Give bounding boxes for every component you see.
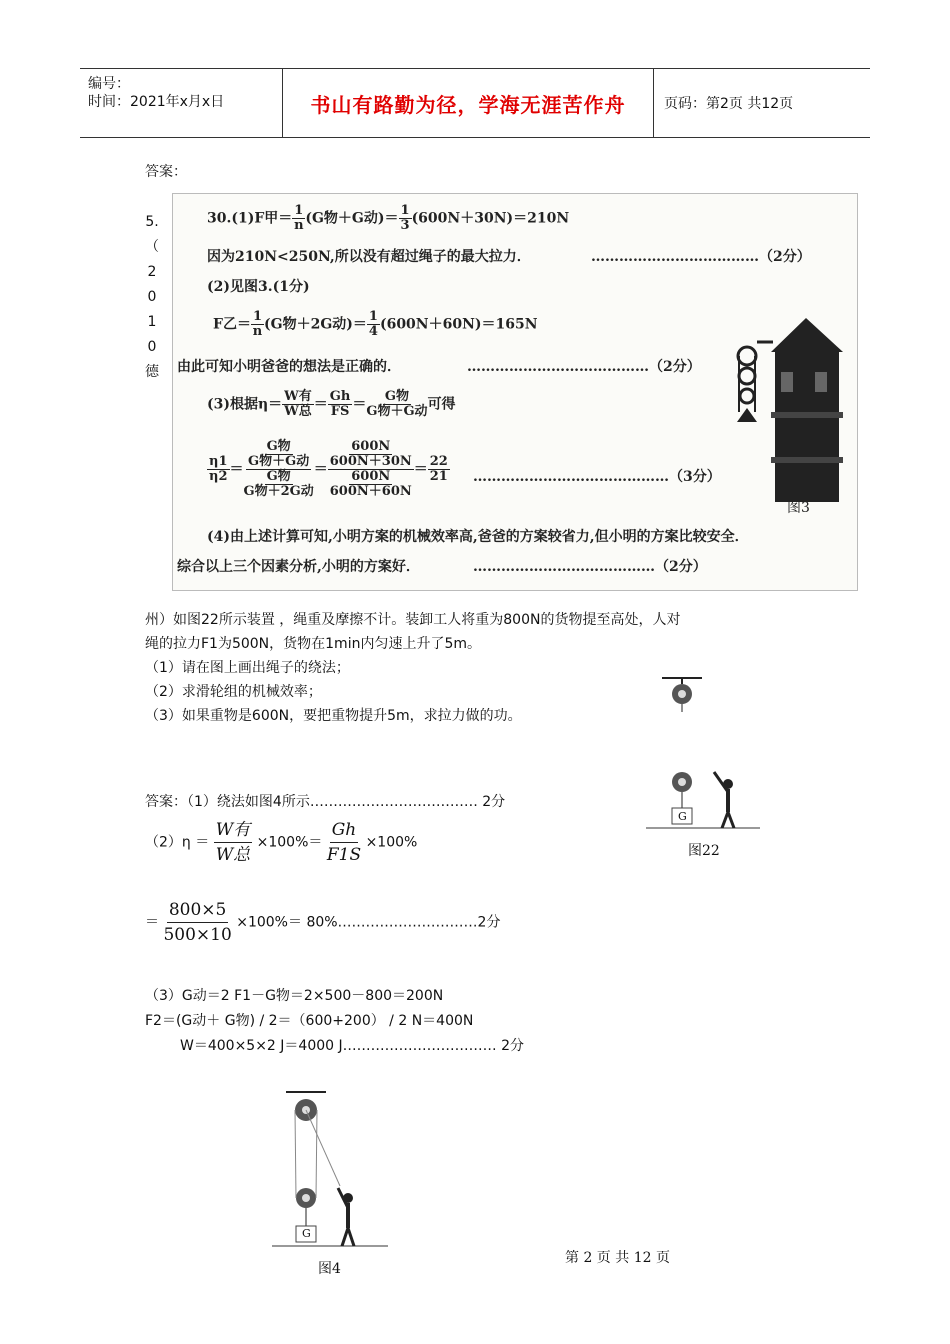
fraction [327, 818, 361, 867]
scan-line-8: (4)由上述计算可知,小明方案的机械效率高,爸爸的方案较省力,但小明的方案比较安全． [207, 529, 749, 545]
text: (3)根据η＝ [207, 396, 283, 413]
text: ×100% [365, 834, 418, 851]
numerator: G物 [384, 389, 409, 404]
problem-line-2: 绳的拉力F1为500N，货物在1min内匀速上升了5m。 [145, 636, 482, 652]
denominator: 500×10 [163, 925, 232, 945]
numerator: 1 [400, 203, 410, 218]
figure-4-pulley [270, 1086, 400, 1256]
fraction [292, 204, 305, 233]
vertical-char: 0 [147, 289, 157, 305]
scan-score: …………………………………（2分） [473, 559, 707, 575]
numerator: W有 [214, 818, 252, 843]
denominator: F1S [326, 845, 362, 865]
numerator: 600N [351, 439, 391, 454]
question-3: （3）如果重物是600N，要把重物提升5m，求拉力做的功。 [145, 708, 522, 724]
numerator: 1 [294, 203, 304, 218]
text: 30.(1)F甲＝ [207, 210, 293, 227]
answer-label: 答案： [145, 164, 187, 180]
numerator: G物 [266, 469, 291, 484]
header-page-cell [654, 69, 870, 137]
header-motto-cell [283, 69, 654, 137]
text: (600N＋60N)＝165N [379, 316, 538, 333]
denominator: 600N＋60N [329, 484, 412, 499]
denominator: G物＋G动 [248, 454, 310, 469]
motto: 书山有路勤为径，学海无涯苦作舟 [310, 92, 626, 117]
page-label: 页码：第2页 共12页 [664, 96, 794, 112]
scan-score: ……………………………………（3分） [473, 469, 721, 485]
vertical-char: 1 [147, 314, 157, 330]
figure-3-building [731, 312, 851, 512]
answer-6: W＝400×5×2 J＝4000 J…………………………… 2分 [180, 1038, 524, 1054]
scan-line-7: $\frac{\eta 1}{\eta 2}$ ＝ $\frac{\frac{\text{G物}}{\text{G物＋G动}}}{\frac{\text{G物}}{\text{G物＋2G动}}}$ ＝ $\frac{\frac{600N}{600N+30N}}{\frac{600N}{600N+60N}}$ ＝ $\frac{22}{21}$ [209, 439, 448, 499]
numerator: 800×5 [167, 898, 229, 923]
denominator: G物＋G动 [366, 404, 428, 419]
question-1: （1）请在图上画出绳子的绕法； [145, 660, 350, 676]
fraction [163, 898, 231, 947]
fraction [328, 390, 353, 419]
answer-3 [145, 898, 500, 947]
text: F乙＝ [213, 316, 251, 333]
vertical-char: 德 [145, 364, 159, 380]
scanned-answer-image [172, 193, 858, 591]
text: 可得 [427, 396, 456, 413]
numerator: G物 [266, 439, 291, 454]
scan-line-2 [207, 246, 531, 266]
numerator: 1 [368, 309, 378, 324]
figure-3-caption: 图3 [787, 500, 810, 516]
text: ＝ [145, 914, 159, 931]
page-header [80, 68, 870, 138]
denominator: n [252, 324, 263, 339]
denominator: G物＋2G动 [243, 484, 314, 499]
text: （2）η ＝ [145, 834, 210, 851]
figure-4-caption: 图4 [318, 1261, 341, 1277]
numerator: Gh [329, 389, 351, 404]
scan-line-5: 由此可知小明爸爸的想法是正确的． [177, 359, 401, 375]
denominator: W总 [284, 404, 312, 419]
fraction [207, 455, 230, 484]
fraction [214, 818, 252, 867]
figure-4-weight-label: G [302, 1227, 311, 1240]
numerator: Gh [330, 818, 359, 843]
fraction [367, 310, 380, 339]
denominator: η2 [209, 469, 228, 484]
text: ×100%＝ 80%…………………………2分 [236, 914, 501, 931]
answer-4: （3）G动＝2 F1－G物＝2×500－800＝200N [145, 988, 444, 1004]
text: ×100%＝ [256, 834, 323, 851]
numerator: 22 [429, 454, 448, 469]
numerator: W有 [284, 389, 312, 404]
answer-2 [145, 818, 417, 867]
text: (G物＋G动)＝ [305, 210, 399, 227]
denominator: 3 [400, 218, 410, 233]
header-meta [80, 69, 283, 137]
text: (G物＋2G动)＝ [264, 316, 367, 333]
answer-1: 答案：（1）绕法如图4所示……………………………… 2分 [145, 794, 506, 810]
fraction [399, 204, 412, 233]
problem-line-1: 州）如图22所示装置 ，绳重及摩擦不计。装卸工人将重为800N的货物提至高处，人对 [145, 612, 681, 628]
vertical-char: 5. [145, 214, 159, 230]
fraction [251, 310, 264, 339]
question-2: （2）求滑轮组的机械效率； [145, 684, 322, 700]
text: (600N＋30N)＝210N [411, 210, 570, 227]
numerator: 600N [351, 469, 391, 484]
fraction [428, 455, 450, 484]
vertical-char: 2 [147, 264, 157, 280]
scan-line-9: 综合以上三个因素分析,小明的方案好． [177, 559, 420, 575]
text: 因为210N<250N,所以没有超过绳子的最大拉力． [207, 249, 531, 265]
fraction [366, 390, 427, 419]
denominator: 600N＋30N [329, 454, 412, 469]
compound-fraction [328, 440, 414, 499]
fraction [282, 390, 314, 419]
denominator: W总 [215, 845, 251, 865]
denominator: FS [330, 404, 350, 419]
scan-score: ………………………………（2分） [591, 249, 811, 265]
number-label: 编号： [88, 76, 130, 92]
denominator: n [294, 218, 304, 233]
figure-22-caption: 图22 [688, 843, 720, 859]
scan-line-4 [213, 310, 538, 339]
vertical-char: 0 [147, 339, 157, 355]
answer-5: F2＝(G动＋ G物) / 2＝（600+200） / 2 N＝400N [145, 1013, 474, 1029]
denominator: 4 [368, 324, 378, 339]
scan-score: …………………………………（2分） [467, 359, 701, 375]
figure-22-pulley [640, 672, 770, 842]
scan-line-6: (3)根据η＝ $\frac{\text{W有}}{\text{W总}}$ ＝ $\frac{Gh}{FS}$ ＝ $\frac{\text{G物}}{\text{G物＋G动}}$ 可得 [207, 389, 456, 419]
scan-line-3: (2)见图3.(1分) [207, 279, 310, 295]
vertical-text [144, 210, 160, 385]
compound-fraction [244, 440, 314, 499]
vertical-char: （ [145, 239, 159, 255]
time-label: 时间：2021年x月x日 [88, 94, 225, 110]
figure-22-weight-label: G [678, 810, 687, 823]
numerator: 1 [252, 309, 262, 324]
scan-line-1 [207, 204, 569, 233]
page-footer: 第 2 页 共 12 页 [565, 1250, 670, 1266]
denominator: 21 [429, 469, 448, 484]
numerator: η1 [209, 454, 228, 469]
